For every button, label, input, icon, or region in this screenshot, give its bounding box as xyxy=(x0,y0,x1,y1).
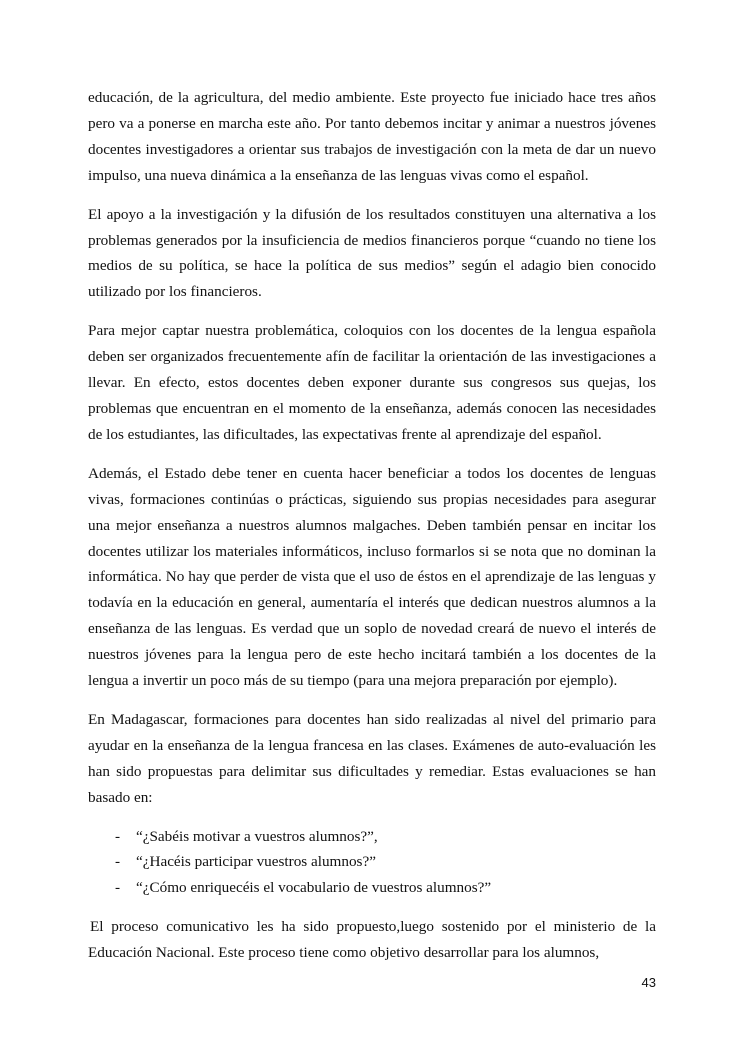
list-item-text: “¿Sabéis motivar a vuestros alumnos?”, xyxy=(136,827,378,845)
list-item xyxy=(88,875,656,901)
question-list xyxy=(88,824,656,902)
page-number: 43 xyxy=(641,975,656,990)
paragraph: educación, de la agricultura, del medio ambiente. Este proyecto fue iniciado hace tres años pero va a ponerse en marcha este año. Por tanto debemos incitar y animar a nuestros jóvenes docentes investigadores a orientar sus trabajos de investigación con la meta de dar un nuevo impulso, una nueva dinámica a la enseñanza de las lenguas vivas como el español. xyxy=(88,89,656,184)
paragraph: El apoyo a la investigación y la difusión de los resultados constituyen una alternativa a los problemas generados por la insuficiencia de medios financieros porque “cuando no tiene los medios de su política, se hace la política de sus medios” según el adagio bien conocido utilizado por los financieros. xyxy=(88,205,656,301)
list-item-text: “¿Hacéis participar vuestros alumnos?” xyxy=(136,853,376,871)
bullet-marker: - xyxy=(115,853,121,871)
list-item xyxy=(88,824,656,850)
paragraph: En Madagascar, formaciones para docentes han sido realizadas al nivel del primario para ayudar en la enseñanza de la lengua francesa en las clases. Exámenes de auto-evaluación les han sido propuestas para delimitar sus dificultades y remediar. Estas evaluaciones se han basado en: xyxy=(88,710,656,806)
list-item-text: “¿Cómo enriquecéis el vocabulario de vuestros alumnos?” xyxy=(136,879,492,897)
paragraph: Además, el Estado debe tener en cuenta hacer beneficiar a todos los docentes de lenguas vivas, formaciones continúas o prácticas, siguiendo sus propias necesidades para asegurar una mejor enseñanza a nuestros alumnos malgaches. Deben también pensar en incitar los docentes utilizar los materiales informáticos, incluso formarlos si se nota que no dominan la informática. No hay que perder de vista que el uso de éstos en el aprendizaje de las lenguas y todavía en la educación en general, aumentaría el interés que dedican nuestros alumnos a la enseñanza de las lenguas. Es verdad que un soplo de novedad creará de nuevo el interés de nuestros jóvenes para la lengua pero de este hecho incitará también a los docentes de la lengua a invertir un poco más de su tiempo (para una mejora preparación por ejemplo). xyxy=(88,464,656,690)
paragraph: Para mejor captar nuestra problemática, coloquios con los docentes de la lengua española deben ser organizados frecuentemente afín de facilitar la orientación de las investigaciones a llevar. En efecto, estos docentes deben exponer durante sus congresos sus quejas, los problemas que encuentran en el momento de la enseñanza, además conocen las necesidades de los estudiantes, las dificultades, las expectativas frente al aprendizaje del español. xyxy=(88,322,656,443)
closing-paragraph: El proceso comunicativo les ha sido propuesto,luego sostenido por el ministerio de la Educación Nacional. Este proceso tiene como objetivo desarrollar para los alumnos, xyxy=(88,918,656,962)
bullet-marker: - xyxy=(115,827,121,845)
page-body xyxy=(88,85,656,979)
bullet-marker: - xyxy=(115,879,121,897)
list-item xyxy=(88,849,656,875)
